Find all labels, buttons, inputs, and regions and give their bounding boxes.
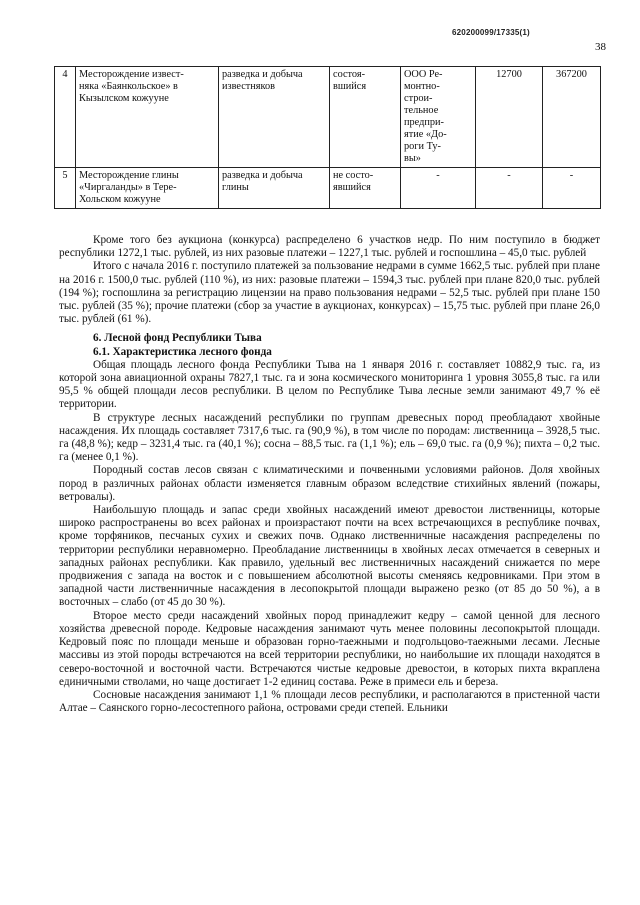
- table-row: [55, 168, 601, 209]
- deposit-name: Месторождение глины «Чиргаланды» в Тере- Хольском кожууне: [76, 168, 219, 209]
- winner-company: -: [401, 168, 476, 209]
- activity-type: разведка и добыча известняков: [219, 67, 330, 168]
- row-number: 4: [55, 67, 76, 168]
- paragraph-payments-total: Итого с начала 2016 г. поступило платежей за пользование недрами в сумме 1662,5 тыс. рублей при плане на 2016 г. 1500,0 тыс. рублей (110 %), из них: разовые платежи – 1594,3 тыс. рублей при плане 820,0 тыс. рублей (194 %); госпошлина за регистрацию лицензии на право пользования недрами – 52,5 тыс. рублей при плане 150 тыс. рублей (35 %); прочие платежи (сбор за участие в аукционах, конкурсах) – 15,75 тыс. рублей при плане 26,0 тыс. рублей (61 %).: [59, 260, 600, 326]
- auction-status: не состо- явшийся: [330, 168, 401, 209]
- winner-company: ООО Ре- монтно- строи- тельное предпри- ятие «До- роги Ту- вы»: [401, 67, 476, 168]
- row-number: 5: [55, 168, 76, 209]
- final-payment: 367200: [543, 67, 601, 168]
- page-number: 38: [595, 41, 606, 53]
- document-id: 620200099/17335(1): [452, 28, 530, 37]
- section-heading: 6. Лесной фонд Республики Тыва: [93, 332, 262, 345]
- paragraph-species-structure: В структуре лесных насаждений республики по группам древесных пород преобладают хвойные насаждения. Их площадь составляет 7317,6 тыс. га (90,9 %), в том числе по породам: лиственница – 3928,5 тыс. га (48,8 %); кедр – 3231,4 тыс. га (40,1 %); сосна – 88,5 тыс. га (1,1 %); ель – 69,0 тыс. га (0,9 %); пихта – 0,2 тыс. га (менее 0,1 %).: [59, 411, 600, 464]
- auction-status: состоя- вшийся: [330, 67, 401, 168]
- deposit-name: Месторождение извест- няка «Баянкольское» в Кызылском кожууне: [76, 67, 219, 168]
- final-payment: -: [543, 168, 601, 209]
- activity-type: разведка и добыча глины: [219, 168, 330, 209]
- paragraph-cedar: Второе место среди насаждений хвойных пород принадлежит кедру – самой ценной для лесного хозяйства древесной породе. Кедровые насаждения занимают чуть менее половины лесопокрытой площади. Кедровый пояс по площади меньше и образован горно-таежными и подгольцово-таежными лесами. Лесные массивы из этой породы встречаются на всей территории республики, но наибольшие их площади находятся в северо-восточной и восточной части. Встречаются чистые кедровые древостои, в которых пихта вкраплена единичными стволами, но чаще достигает 1-2 единиц состава. Реже в примеси ель и береза.: [59, 609, 600, 688]
- paragraph-pine: Сосновые насаждения занимают 1,1 % площади лесов республики, и располагаются в пристенной части Алтае – Саянского горно-лесостепного района, островами среди степей. Ельники: [59, 688, 600, 715]
- deposits-table: [54, 66, 601, 209]
- paragraph-larch: Наибольшую площадь и запас среди хвойных насаждений имеют древостои лиственницы, которые широко распространены во всех районах и произрастают почти на всех встречающихся в республике почвах, кроме торфяников, песчаных сухих и свежих почв. Однако лиственничные насаждения распределены по территории республики неравномерно. Преобладание лиственницы в хвойных лесах отмечается в северных и западных районах республики. Как правило, удельный вес лиственничных насаждений снижается по мере продвижения с запада на восток и с повышением абсолютной высоты сменяясь кедровниками. При этом в западной части лиственничные насаждения в лесопокрытой площади выражено резко (от 85 до 50 %), а в восточных – слабо (от 45 до 30 %).: [59, 504, 600, 609]
- start-payment: -: [476, 168, 543, 209]
- start-payment: 12700: [476, 67, 543, 168]
- table-row: [55, 67, 601, 168]
- paragraph-forest-area: Общая площадь лесного фонда Республики Тыва на 1 января 2016 г. составляет 10882,9 тыс. га, из которой зона авиационной охраны 7827,1 тыс. га и зона космического мониторинга 1 уровня 3055,8 тыс. га или 95,5 % общей площади лесов республики. В целом по Республике Тыва лесные земли занимают 49,7 % её территории.: [59, 358, 600, 411]
- document-body: [59, 234, 600, 715]
- subsection-heading: 6.1. Характеристика лесного фонда: [93, 345, 272, 358]
- paragraph-species-composition: Породный состав лесов связан с климатическими и почвенными условиями районов. Доля хвойных пород в различных районах области изменяется главным образом вследствие стихийных явлений (пожары, ветровалы).: [59, 464, 600, 503]
- paragraph-auction-free: Кроме того без аукциона (конкурса) распределено 6 участков недр. По ним поступило в бюджет республики 1272,1 тыс. рублей, из них разовые платежи – 1227,1 тыс. рублей и госпошлина – 45,0 тыс. рублей: [59, 234, 600, 260]
